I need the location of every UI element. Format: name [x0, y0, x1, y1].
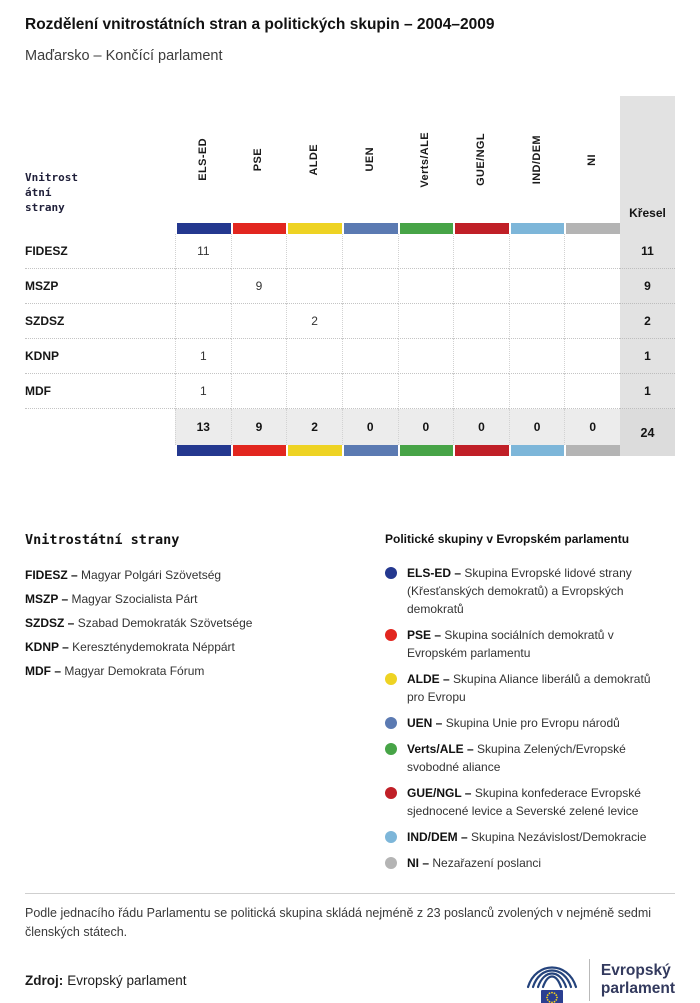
column-header-label: Verts/ALE	[419, 131, 432, 188]
color-bar-pse	[231, 223, 287, 234]
parties-legend-title: Vnitrostátní strany	[25, 532, 180, 548]
list-item	[385, 784, 675, 820]
seat-cell	[564, 339, 620, 374]
column-header-ni	[564, 96, 620, 223]
column-header-ind-dem	[509, 96, 565, 223]
column-header-label: UEN	[363, 147, 376, 172]
seat-cell	[509, 304, 565, 339]
total-cell: 0	[398, 409, 454, 445]
color-bar-verts-ale	[398, 445, 454, 456]
legend-dot-uen	[385, 717, 397, 729]
seat-cell	[564, 234, 620, 269]
party-abbr: SZDSZ –	[25, 616, 75, 630]
color-bar-alde	[286, 445, 342, 456]
seat-cell	[398, 304, 454, 339]
total-cell: 0	[509, 409, 565, 445]
seat-cell	[231, 339, 287, 374]
seat-cell	[286, 269, 342, 304]
bar-spacer	[25, 223, 175, 234]
party-full-name: Magyar Szocialista Párt	[71, 592, 198, 606]
color-bar-uen	[342, 445, 398, 456]
seat-cell	[398, 234, 454, 269]
page-subtitle: Maďarsko – Končící parlament	[25, 48, 223, 64]
color-bar-gue-ngl	[453, 445, 509, 456]
total-cell: 0	[342, 409, 398, 445]
groups-legend-title: Politické skupiny v Evropském parlamentu	[385, 532, 630, 546]
seat-cell	[564, 374, 620, 409]
seat-cell	[286, 374, 342, 409]
seats-total-cell: 1	[620, 339, 675, 374]
party-full-name: Magyar Demokrata Fórum	[64, 664, 205, 678]
seat-cell	[509, 374, 565, 409]
group-description: ELS-ED – Skupina Evropské lidové strany (Křesťanských demokratů) a Evropských demokratů	[407, 566, 632, 616]
group-description: UEN – Skupina Unie pro Evropu národů	[407, 716, 620, 730]
seat-cell	[342, 374, 398, 409]
seat-cell	[342, 269, 398, 304]
seat-cell	[231, 374, 287, 409]
seat-cell: 9	[231, 269, 287, 304]
party-abbr: MDF –	[25, 664, 61, 678]
seat-cell	[286, 234, 342, 269]
party-name: FIDESZ	[25, 234, 175, 269]
legend-dot-pse	[385, 629, 397, 641]
list-item	[25, 640, 385, 654]
total-cell: 9	[231, 409, 287, 445]
party-abbr: FIDESZ –	[25, 568, 78, 582]
seat-cell: 11	[175, 234, 231, 269]
color-bar-els-ed	[175, 223, 231, 234]
table-corner-label	[25, 96, 175, 223]
seat-cell	[175, 304, 231, 339]
color-bar-ni	[564, 445, 620, 456]
totals-row-spacer	[25, 409, 175, 445]
seat-cell	[398, 339, 454, 374]
source-value: Evropský parlament	[67, 972, 187, 988]
seat-cell	[231, 234, 287, 269]
list-item	[25, 616, 385, 630]
legend-dot-alde	[385, 673, 397, 685]
color-bar-ind-dem	[509, 223, 565, 234]
total-cell: 13	[175, 409, 231, 445]
color-bar-uen	[342, 223, 398, 234]
seat-cell	[453, 304, 509, 339]
parties-legend	[25, 532, 385, 880]
seat-cell	[509, 269, 565, 304]
party-name: KDNP	[25, 339, 175, 374]
color-bar-ind-dem	[509, 445, 565, 456]
logo-wordmark: Evropský parlament	[600, 962, 675, 997]
party-abbr: MSZP –	[25, 592, 69, 606]
color-bar-alde	[286, 223, 342, 234]
page-title: Rozdělení vnitrostátních stran a politických skupin – 2004–2009	[25, 16, 495, 33]
column-header-pse	[231, 96, 287, 223]
list-item	[25, 568, 385, 582]
list-item	[385, 740, 675, 776]
european-parliament-logo	[524, 954, 675, 1003]
seats-total-cell: 9	[620, 269, 675, 304]
seat-cell	[175, 269, 231, 304]
color-bar-ni	[564, 223, 620, 234]
party-name: MDF	[25, 374, 175, 409]
list-item	[385, 828, 675, 846]
seat-cell	[398, 269, 454, 304]
source-row	[25, 954, 675, 1003]
list-item	[385, 714, 675, 732]
seat-cell: 2	[286, 304, 342, 339]
seat-cell	[342, 339, 398, 374]
column-header-label: PSE	[252, 147, 265, 172]
seats-total-cell: 11	[620, 234, 675, 269]
column-header-verts-ale	[398, 96, 454, 223]
group-description: IND/DEM – Skupina Nezávislost/Demokracie	[407, 830, 647, 844]
color-bar-verts-ale	[398, 223, 454, 234]
seat-cell	[453, 374, 509, 409]
legend-dot-gue-ngl	[385, 787, 397, 799]
list-item	[385, 626, 675, 662]
column-header-gue-ngl	[453, 96, 509, 223]
seat-cell	[509, 234, 565, 269]
logo-divider	[589, 959, 590, 1001]
seats-table	[25, 96, 675, 456]
groups-legend	[385, 532, 675, 880]
source-label: Zdroj:	[25, 972, 64, 988]
corner-line: Vnitrost	[25, 171, 78, 184]
column-header-label: IND/DEM	[530, 134, 543, 185]
color-bar-gue-ngl	[453, 223, 509, 234]
color-bar-els-ed	[175, 445, 231, 456]
total-cell: 2	[286, 409, 342, 445]
hemicycle-flag-icon	[524, 954, 580, 1003]
column-header-label: GUE/NGL	[474, 133, 487, 186]
party-name: MSZP	[25, 269, 175, 304]
list-item	[25, 664, 385, 678]
seat-cell: 1	[175, 374, 231, 409]
column-header-kresel: Křesel	[620, 96, 675, 234]
total-cell: 0	[564, 409, 620, 445]
source-line	[25, 973, 187, 988]
column-header-uen	[342, 96, 398, 223]
grand-total-cell: 24	[620, 409, 675, 456]
color-bar-pse	[231, 445, 287, 456]
list-item	[385, 854, 675, 872]
legend-dot-els-ed	[385, 567, 397, 579]
list-item	[385, 670, 675, 706]
legend-dot-ni	[385, 857, 397, 869]
legend-dot-ind-dem	[385, 831, 397, 843]
list-item	[385, 564, 675, 618]
seat-cell	[342, 234, 398, 269]
group-description: PSE – Skupina sociálních demokratů v Evropském parlamentu	[407, 628, 614, 660]
seats-total-cell: 1	[620, 374, 675, 409]
party-full-name: Kereszténydemokrata Néppárt	[72, 640, 235, 654]
column-header-label: NI	[586, 153, 599, 166]
group-description: NI – Nezařazení poslanci	[407, 856, 542, 870]
seat-cell	[509, 339, 565, 374]
corner-line: átní	[25, 186, 52, 199]
group-description: Verts/ALE – Skupina Zelených/Evropské svobodné aliance	[407, 742, 626, 774]
seat-cell	[564, 269, 620, 304]
footnote: Podle jednacího řádu Parlamentu se politická skupina skládá nejméně z 23 poslanců zvolených v nejméně sedmi členských státech.	[25, 906, 652, 939]
party-name: SZDSZ	[25, 304, 175, 339]
group-description: ALDE – Skupina Aliance liberálů a demokratů pro Evropu	[407, 672, 651, 704]
seat-cell	[342, 304, 398, 339]
column-header-els-ed	[175, 96, 231, 223]
seat-cell	[564, 304, 620, 339]
list-item	[25, 592, 385, 606]
total-cell: 0	[453, 409, 509, 445]
column-header-alde	[286, 96, 342, 223]
legend-section	[25, 532, 675, 880]
party-full-name: Magyar Polgári Szövetség	[81, 568, 222, 582]
legend-dot-verts-ale	[385, 743, 397, 755]
seat-cell	[453, 234, 509, 269]
corner-line: strany	[25, 201, 65, 214]
seat-cell	[286, 339, 342, 374]
seat-cell	[398, 374, 454, 409]
column-header-label: ALDE	[308, 143, 321, 176]
party-abbr: KDNP –	[25, 640, 69, 654]
seat-cell: 1	[175, 339, 231, 374]
seat-cell	[231, 304, 287, 339]
seats-total-cell: 2	[620, 304, 675, 339]
bar-spacer	[25, 445, 175, 456]
party-full-name: Szabad Demokraták Szövetsége	[77, 616, 253, 630]
group-description: GUE/NGL – Skupina konfederace Evropské sjednocené levice a Severské zelené levice	[407, 786, 641, 818]
seat-cell	[453, 269, 509, 304]
column-header-label: ELS-ED	[196, 138, 209, 181]
seat-cell	[453, 339, 509, 374]
